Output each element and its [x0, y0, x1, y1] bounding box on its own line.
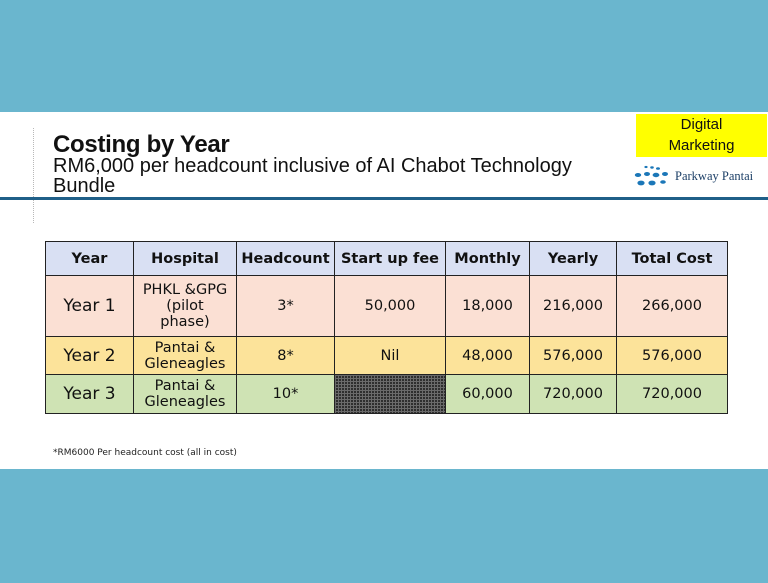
hospital-line: phase) [160, 314, 210, 330]
hospital-line: Gleneagles [144, 355, 226, 372]
column-header-year: Year [46, 242, 134, 276]
table-row [46, 337, 728, 375]
hospital-line: Pantai & [154, 378, 216, 394]
headcount-cell: 8* [237, 337, 335, 375]
yearly-cell: 720,000 [530, 375, 617, 414]
page-subtitle: RM6,000 per headcount inclusive of AI Chabot Technology Bundle [53, 155, 572, 197]
total-cost-cell: 266,000 [617, 276, 728, 337]
startup-fee-cell: 50,000 [335, 276, 446, 337]
headcount-cell: 3* [237, 276, 335, 337]
monthly-cell: 18,000 [446, 276, 530, 337]
table-row [46, 276, 728, 337]
badge-line-2: Marketing [668, 137, 735, 154]
monthly-cell: 60,000 [446, 375, 530, 414]
total-cost-cell: 720,000 [617, 375, 728, 414]
badge-line-1: Digital [680, 116, 723, 133]
hospital-line: (pilot [166, 298, 204, 314]
startup-fee-hatched-cell [335, 375, 446, 414]
column-header-total-cost: Total Cost [617, 242, 728, 276]
year-cell: Year 1 [46, 276, 134, 337]
costing-table [45, 241, 728, 414]
column-header-startup-fee: Start up fee [335, 242, 446, 276]
header-divider [0, 197, 768, 200]
headcount-cell: 10* [237, 375, 335, 414]
hospital-line: Gleneagles [144, 394, 226, 410]
monthly-cell: 48,000 [446, 337, 530, 375]
column-header-monthly: Monthly [446, 242, 530, 276]
parkway-pantai-logo-icon [634, 164, 670, 188]
digital-marketing-badge [636, 114, 767, 157]
hospital-line: Pantai & [154, 339, 216, 356]
column-header-yearly: Yearly [530, 242, 617, 276]
table-row [46, 375, 728, 414]
yearly-cell: 576,000 [530, 337, 617, 375]
yearly-cell: 216,000 [530, 276, 617, 337]
hospital-cell [134, 276, 237, 337]
hospital-cell [134, 337, 237, 375]
footnote: *RM6000 Per headcount cost (all in cost) [53, 448, 237, 458]
parkway-pantai-logo [634, 163, 753, 189]
column-header-hospital: Hospital [134, 242, 237, 276]
table-header-row [46, 242, 728, 276]
page-title: Costing by Year [53, 131, 230, 158]
year-cell: Year 3 [46, 375, 134, 414]
startup-fee-cell: Nil [335, 337, 446, 375]
total-cost-cell: 576,000 [617, 337, 728, 375]
column-header-headcount: Headcount [237, 242, 335, 276]
logo-text: Parkway Pantai [675, 168, 754, 183]
year-cell: Year 2 [46, 337, 134, 375]
dotted-guide [33, 128, 34, 223]
hospital-cell [134, 375, 237, 414]
hospital-line: PHKL &GPG [142, 282, 228, 298]
